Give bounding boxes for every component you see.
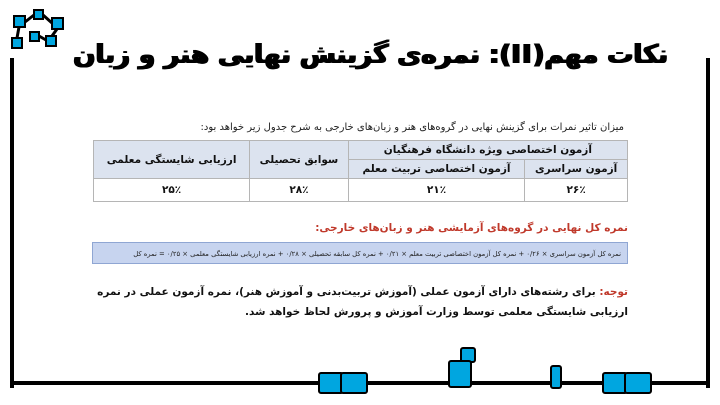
cell-savabegh: ۲۸٪	[250, 179, 349, 202]
note-paragraph	[88, 282, 628, 322]
decor-block-7	[624, 372, 652, 394]
intro-text: میزان تاثیر نمرات برای گزینش نهایی در گروه‌های هنر و زبان‌های خارجی به شرح جدول زیر خواهد بود:	[200, 122, 624, 133]
decor-block-5	[550, 365, 562, 389]
formula-box: نمره کل آزمون سراسری × ۰/۲۶ + نمره کل آزمون اختصاصی تربیت معلم × ۰/۲۱ + نمره کل سابقه تحصیلی × ۰/۲۸ + نمره ارزیابی شایستگی معلمی × ۰/۲۵ = نمره کل	[92, 242, 628, 264]
header-tarbiat: آزمون اختصاصی تربیت معلم	[348, 160, 525, 179]
header-sarasari: آزمون سراسری	[525, 160, 628, 179]
score-weights-table	[93, 140, 628, 202]
decor-block-2	[340, 372, 368, 394]
page-title: نکات مهم(II): نمره‌ی گزینش نهایی هنر و زبان	[73, 40, 668, 70]
section-title: نمره کل نهایی در گروه‌های آزمایشی هنر و زبان‌های خارجی:	[315, 222, 628, 234]
header-arzyabi: ارزیابی شایستگی معلمی	[94, 141, 250, 179]
header-savabegh: سوابق تحصیلی	[250, 141, 349, 179]
cell-sarasari: ۲۶٪	[525, 179, 628, 202]
decor-block-4	[448, 360, 472, 388]
frame-left-line	[10, 58, 14, 388]
note-label: توجه:	[599, 286, 628, 298]
note-text: برای رشته‌های دارای آزمون عملی (آموزش تربیت‌بدنی و آموزش هنر)، نمره آزمون عملی در نمره ارزیابی شایستگی معلمی توسط وزارت آموزش و پرورش لحاظ خواهد شد.	[97, 286, 628, 318]
cell-tarbiat: ۲۱٪	[348, 179, 525, 202]
group-header: آزمون اختصاصی ویژه دانشگاه فرهنگیان	[348, 141, 627, 160]
frame-right-line	[706, 58, 710, 388]
corner-ornament-icon	[6, 6, 72, 62]
table-row	[94, 179, 628, 202]
cell-arzyabi: ۲۵٪	[94, 179, 250, 202]
